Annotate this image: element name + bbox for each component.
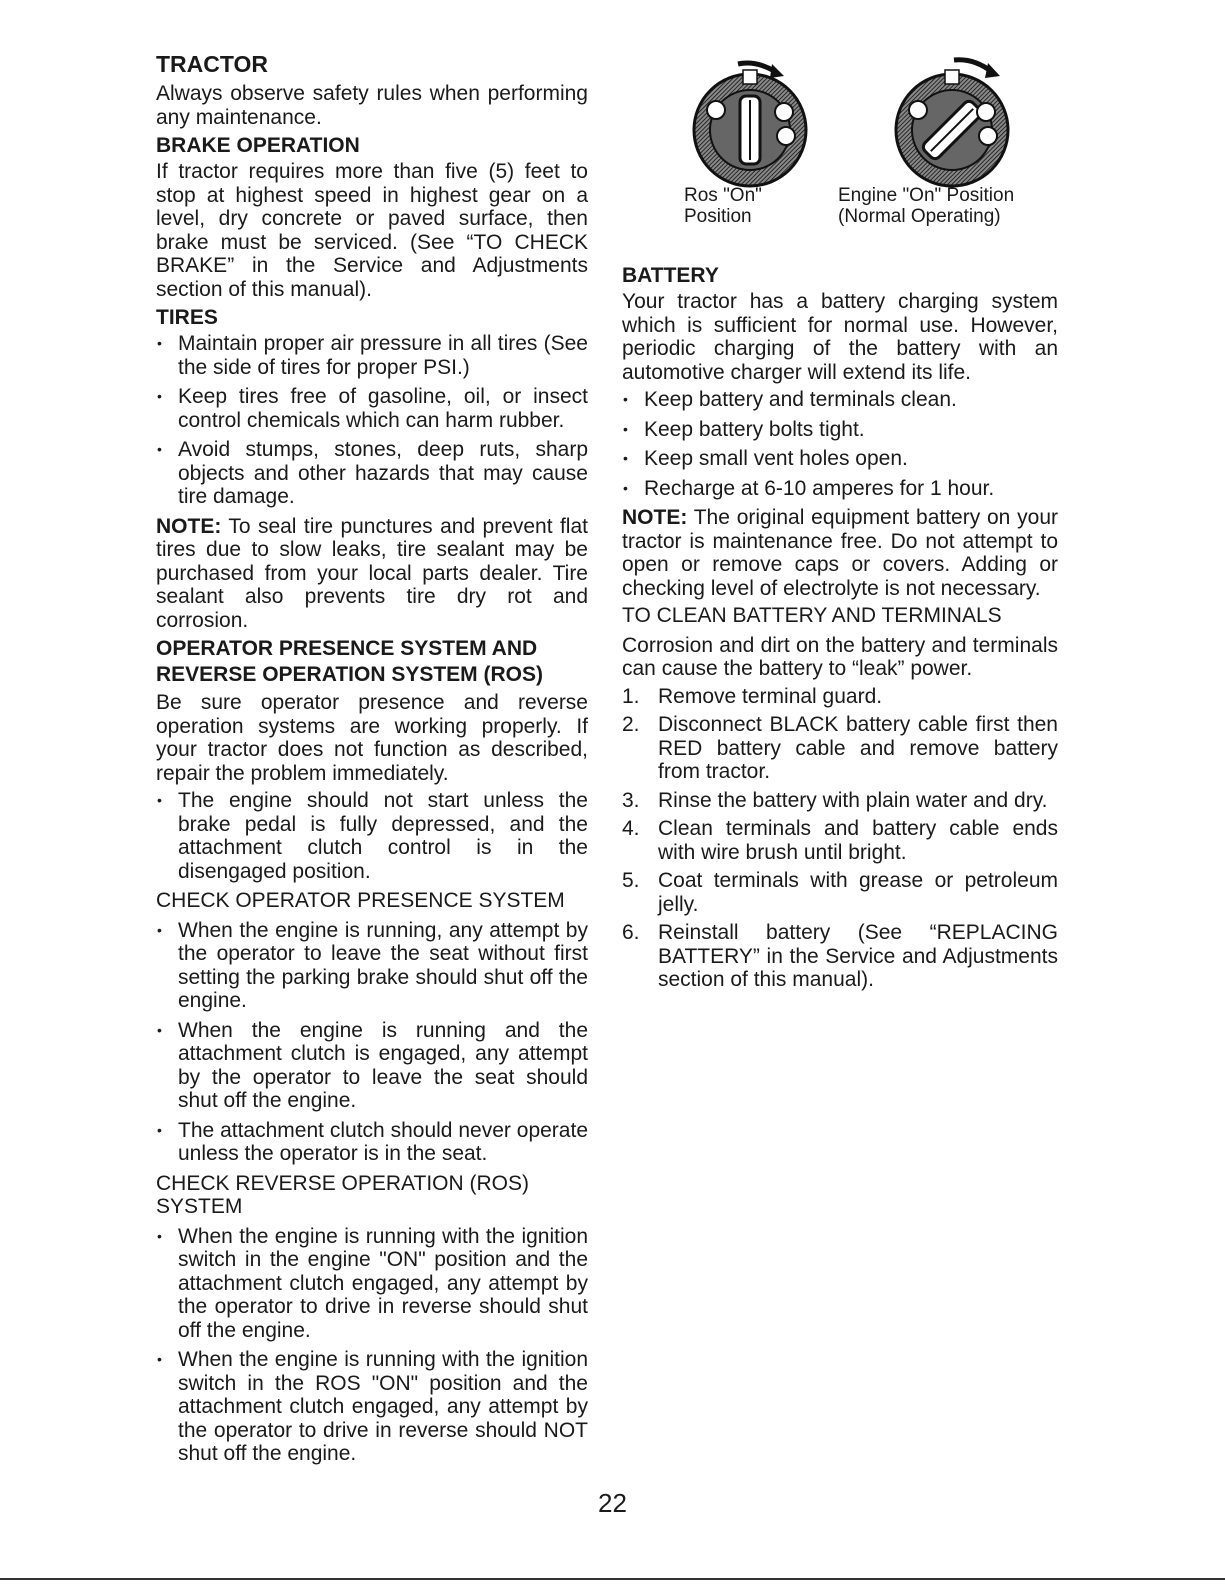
list-item — [156, 385, 588, 432]
step-text: Disconnect BLACK battery cable first then RED battery cable and remove battery from tractor. — [658, 713, 1058, 783]
list-item-text: Keep tires free of gasoline, oil, or insect control chemicals which can harm rubber. — [178, 385, 588, 432]
list-item-text: When the engine is running with the ignition switch in the engine "ON" position and the attachment clutch engaged, any attempt by the operator to drive in reverse should shut off the engine. — [178, 1224, 588, 1342]
bullet-icon: • — [623, 420, 628, 437]
list-item — [156, 1119, 588, 1166]
check-ros-heading: CHECK REVERSE OPERATION (ROS) SYSTEM — [156, 1171, 529, 1218]
caption-ros-on — [684, 185, 762, 227]
bullet-icon: • — [157, 792, 162, 808]
note-text: The original equipment battery on your tractor is maintenance free. Do not attempt to open or remove caps or covers. Adding or checking level of electrolyte is not necessary. — [622, 506, 1058, 600]
clean-heading: TO CLEAN BATTERY AND TERMINALS — [622, 604, 1002, 627]
bullet-icon: • — [157, 1351, 162, 1367]
list-item — [156, 438, 588, 509]
bullet-icon: • — [623, 479, 628, 496]
step-text: Remove terminal guard. — [658, 684, 883, 708]
bullet-icon: • — [157, 335, 162, 351]
bullet-icon: • — [623, 391, 628, 407]
list-item-text: Keep battery and terminals clean. — [644, 388, 957, 411]
section-title-tractor: TRACTOR — [156, 51, 269, 77]
page-number: 22 — [598, 1488, 627, 1518]
bottom-divider — [0, 1578, 1225, 1580]
battery-note — [622, 506, 1058, 600]
ops-heading: OPERATOR PRESENCE SYSTEM AND REVERSE OPERATION SYSTEM (ROS) — [156, 637, 543, 686]
battery-text: Your tractor has a battery charging system which is sufficient for normal use. However, periodic charging of the battery with an automotive charger will extend its life. — [622, 290, 1058, 384]
list-item — [622, 477, 1058, 501]
list-item — [156, 1019, 588, 1113]
ignition-switch-figure — [622, 50, 1058, 260]
right-column — [622, 50, 1058, 997]
clean-text: Corrosion and dirt on the battery and terminals can cause the battery to “leak” power. — [622, 633, 1058, 680]
list-item-text: Avoid stumps, stones, deep ruts, sharp objects and other hazards that may cause tire damage. — [178, 438, 588, 508]
list-item-text: The engine should not start unless the brake pedal is fully depressed, and the attachment clutch control is in the disengaged position. — [178, 789, 588, 883]
tires-heading: TIRES — [156, 306, 218, 329]
left-column — [156, 50, 588, 1472]
list-item — [156, 1348, 588, 1466]
list-item — [622, 685, 1058, 709]
bullet-icon: • — [157, 388, 162, 404]
intro-text: Always observe safety rules when performing any maintenance. — [156, 82, 588, 129]
step-number: 2. — [622, 713, 640, 736]
bullet-icon: • — [157, 1227, 162, 1244]
ignition-switch-ros-on-icon — [680, 50, 820, 190]
bullet-icon: • — [157, 1121, 162, 1138]
list-item-text: Recharge at 6-10 amperes for 1 hour. — [644, 476, 995, 500]
list-item — [622, 921, 1058, 992]
note-text: To seal tire punctures and prevent flat tires due to slow leaks, tire sealant may be purchased from your local parts dealer. Tire sealant also prevents tire dry rot and corrosion. — [156, 514, 588, 632]
list-item — [156, 1225, 588, 1343]
list-item — [622, 447, 1058, 471]
note-label: NOTE: — [622, 506, 688, 529]
step-number: 6. — [622, 921, 640, 944]
bullet-icon: • — [157, 1021, 162, 1038]
step-text: Coat terminals with grease or petroleum jelly. — [658, 869, 1058, 916]
brake-heading: BRAKE OPERATION — [156, 134, 360, 157]
list-item — [622, 418, 1058, 442]
step-text: Reinstall battery (See “REPLACING BATTERY” in the Service and Adjustments section of this manual). — [658, 921, 1058, 991]
brake-text: If tractor requires more than five (5) feet to stop at highest speed in highest gear on a level, dry concrete or paved surface, then brake must be serviced. (See “TO CHECK BRAKE” in the Service and Adjustments section of this manual). — [156, 160, 588, 301]
list-item — [622, 713, 1058, 784]
note-label: NOTE: — [156, 514, 222, 538]
list-item — [622, 388, 1058, 412]
caption-line: Engine "On" Position — [838, 185, 1015, 206]
list-item-text: The attachment clutch should never operate unless the operator is in the seat. — [178, 1118, 588, 1165]
list-item-text: When the engine is running, any attempt by the operator to leave the seat without first setting the parking brake should shut off the engine. — [178, 918, 588, 1012]
clean-steps — [622, 685, 1058, 992]
step-number: 3. — [622, 788, 640, 812]
step-text: Rinse the battery with plain water and dry. — [658, 788, 1048, 812]
bullet-icon: • — [623, 450, 628, 466]
check-ops-list — [156, 919, 588, 1166]
step-number: 5. — [622, 869, 640, 892]
step-number: 4. — [622, 817, 640, 840]
caption-line: Position — [684, 206, 752, 227]
bullet-icon: • — [157, 921, 162, 938]
caption-engine-on — [838, 185, 1014, 227]
check-ops-heading: CHECK OPERATOR PRESENCE SYSTEM — [156, 889, 565, 912]
bullet-icon: • — [157, 441, 162, 457]
list-item — [622, 789, 1058, 813]
tires-note — [156, 515, 588, 633]
list-item-text: Keep battery bolts tight. — [644, 417, 865, 441]
ignition-switch-engine-on-icon — [882, 50, 1022, 190]
check-ros-list — [156, 1225, 588, 1466]
caption-line: Ros "On" — [684, 185, 762, 206]
tires-list — [156, 332, 588, 509]
battery-heading: BATTERY — [622, 264, 719, 287]
list-item — [156, 919, 588, 1013]
list-item — [622, 817, 1058, 864]
list-item — [622, 869, 1058, 916]
battery-section — [622, 263, 1058, 992]
list-item-text: When the engine is running and the attachment clutch is engaged, any attempt by the operator to leave the seat should shut off the engine. — [178, 1018, 588, 1112]
ops-list — [156, 789, 588, 883]
step-number: 1. — [622, 684, 640, 708]
step-text: Clean terminals and battery cable ends with wire brush until bright. — [658, 817, 1058, 864]
list-item-text: When the engine is running with the ignition switch in the ROS "ON" position and the attachment clutch engaged, any attempt by the operator to drive in reverse should NOT shut off the engine. — [178, 1348, 588, 1465]
list-item-text: Maintain proper air pressure in all tires (See the side of tires for proper PSI.) — [178, 332, 588, 379]
ops-text: Be sure operator presence and reverse operation systems are working properly. If your tractor does not function as described, repair the problem immediately. — [156, 691, 588, 785]
battery-list — [622, 388, 1058, 500]
list-item — [156, 789, 588, 883]
list-item — [156, 332, 588, 379]
list-item-text: Keep small vent holes open. — [644, 447, 908, 470]
caption-line: (Normal Operating) — [838, 206, 1001, 227]
